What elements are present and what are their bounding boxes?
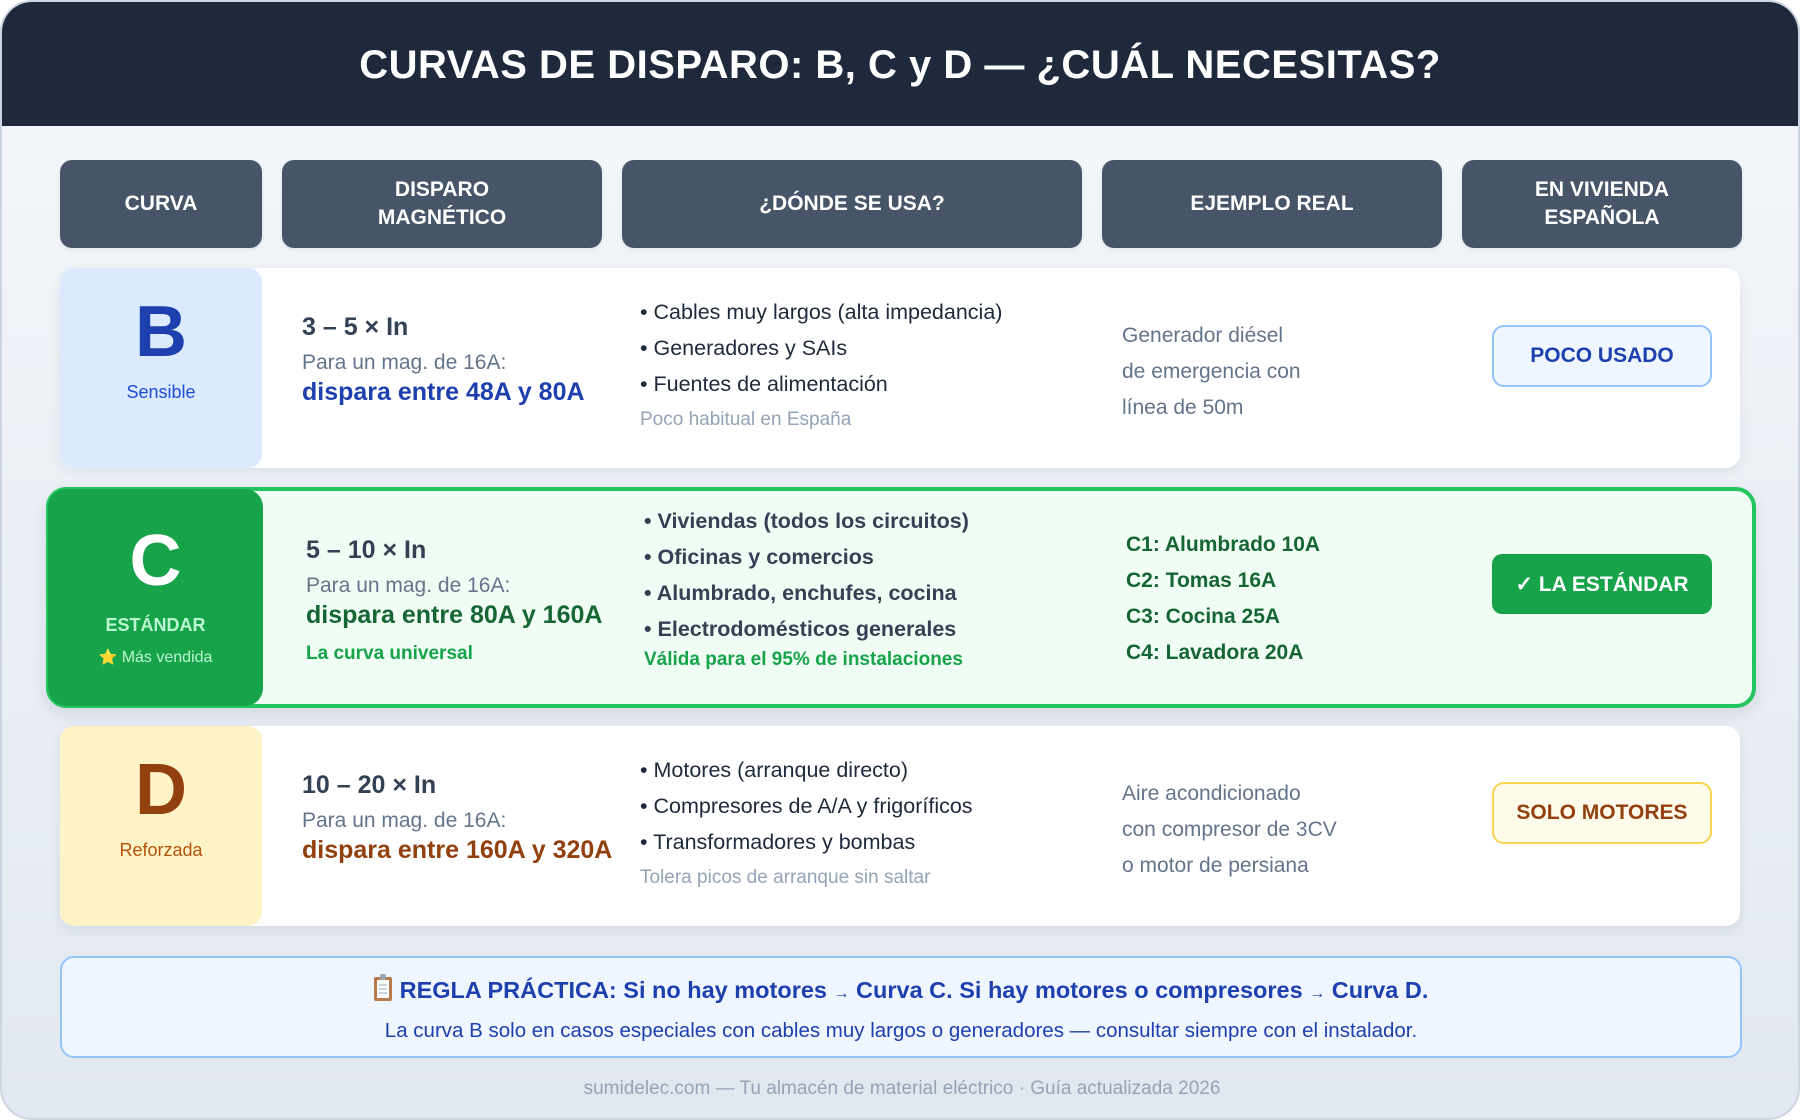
trip-multiplier: 5 – 10 × In — [306, 536, 427, 564]
uses-list — [644, 503, 969, 673]
list-item: • Fuentes de alimentación — [640, 372, 888, 396]
uses-list — [640, 752, 973, 896]
column-header-curva: CURVA — [60, 160, 262, 248]
trip-example-label: Para un mag. de 16A: — [302, 809, 507, 832]
trip-range: dispara entre 48A y 80A — [302, 378, 585, 406]
row-curve-b — [60, 268, 1740, 468]
uses-note: Tolera picos de arranque sin saltar — [640, 867, 931, 888]
trip-info — [306, 535, 602, 665]
trip-range: dispara entre 80A y 160A — [306, 601, 603, 629]
best-seller-label: ⭐ Más vendida — [98, 649, 213, 666]
list-item: • Transformadores y bombas — [640, 830, 916, 854]
rule-detail: La curva B solo en casos especiales con cables muy largos o generadores — consultar siempre con el instalador. — [384, 1019, 1418, 1042]
uses-note: Válida para el 95% de instalaciones — [644, 649, 963, 670]
trip-example-label: Para un mag. de 16A: — [302, 351, 507, 374]
trip-example-label: Para un mag. de 16A: — [306, 574, 511, 597]
column-header-vivienda: EN VIVIENDA ESPAÑOLA — [1462, 160, 1742, 248]
curve-letter: C — [129, 521, 182, 601]
example: Aire acondicionado con compresor de 3CV o motor de persiana — [1122, 782, 1337, 877]
trip-range: dispara entre 160A y 320A — [302, 836, 613, 864]
status-badge-solo-motores: SOLO MOTORES — [1492, 782, 1712, 844]
uses-note: Poco habitual en España — [640, 409, 852, 430]
arrow-right-icon: → — [833, 985, 850, 1002]
curve-letter: D — [135, 750, 187, 830]
curve-subtitle: ESTÁNDAR — [105, 615, 206, 635]
arrow-right-icon: → — [1309, 985, 1326, 1002]
curve-d-cell — [60, 726, 262, 926]
column-header-disparo: DISPARO MAGNÉTICO — [282, 160, 602, 248]
row-curve-c — [46, 487, 1756, 708]
clipboard-icon — [374, 977, 392, 1001]
example: C1: Alumbrado 10A C2: Tomas 16A C3: Cocina 25A C4: Lavadora 20A — [1126, 533, 1321, 664]
curve-subtitle: Reforzada — [119, 840, 203, 860]
list-item: • Alumbrado, enchufes, cocina — [644, 581, 957, 605]
row-curve-d — [60, 726, 1740, 926]
curve-subtitle: Sensible — [126, 382, 196, 402]
page-title: CURVAS DE DISPARO: B, C y D — ¿CUÁL NECESITAS? — [359, 42, 1441, 87]
example: Generador diésel de emergencia con línea de 50m — [1122, 324, 1301, 419]
curve-b-cell — [60, 268, 262, 468]
status-badge-poco-usado: POCO USADO — [1492, 325, 1712, 387]
list-item: • Motores (arranque directo) — [640, 758, 909, 782]
uses-list — [640, 294, 1002, 438]
list-item: • Generadores y SAIs — [640, 336, 848, 360]
rule-headline: REGLA PRÁCTICA: Si no hay motores → Curva C. Si hay motores o compresores → Curva D. — [62, 975, 1740, 1009]
column-header-ejemplo: EJEMPLO REAL — [1102, 160, 1442, 248]
trip-info — [302, 312, 585, 408]
practical-rule-box — [60, 956, 1742, 1058]
star-icon: ⭐ — [98, 649, 118, 666]
trip-multiplier: 3 – 5 × In — [302, 313, 409, 341]
list-item: • Electrodomésticos generales — [644, 617, 957, 641]
trip-info — [302, 770, 612, 866]
column-header-donde: ¿DÓNDE SE USA? — [622, 160, 1082, 248]
list-item: • Oficinas y comercios — [644, 545, 874, 569]
curve-note: La curva universal — [306, 643, 473, 664]
list-item: • Compresores de A/A y frigoríficos — [640, 794, 973, 818]
curve-letter: B — [135, 292, 187, 372]
curve-c-cell — [48, 489, 263, 706]
list-item: • Cables muy largos (alta impedancia) — [640, 300, 1003, 324]
list-item: • Viviendas (todos los circuitos) — [644, 509, 969, 533]
footer-text: sumidelec.com — Tu almacén de material eléctrico · Guía actualizada 2026 — [583, 1078, 1221, 1099]
title-bar — [0, 0, 1800, 126]
status-badge-estandar: ✓ LA ESTÁNDAR — [1492, 554, 1712, 614]
trip-multiplier: 10 – 20 × In — [302, 771, 437, 799]
